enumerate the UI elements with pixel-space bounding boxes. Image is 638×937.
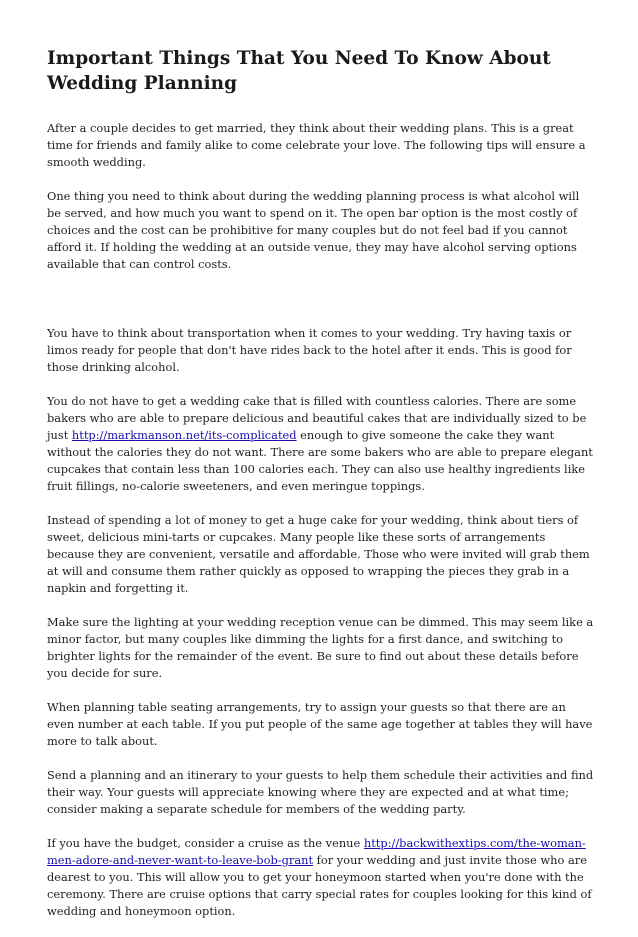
paragraph-seating: When planning table seating arrangements, try to assign your guests so that there are an even number at each table. If you put people of the same age together at tables they will have more to talk about. (47, 700, 593, 748)
paragraph-cruise-text-after: for your wedding and just invite those who are dearest to you. This will allow you to get your honeymoon started when you're done with the ceremony. There are cruise options that carry special rates for couples looking for this kind of wedding and honeymoon option. (47, 853, 592, 918)
paragraph-itinerary: Send a planning and an itinerary to your guests to help them schedule their activities and find their way. Your guests will appreciate knowing where they are expected and at what time; consider making a separate schedule for members of the wedding party. (47, 768, 594, 816)
paragraph-cake-text-before: You do not have to get a wedding cake that is filled with countless calories. There are some bakers who are able to prepare delicious and beautiful cakes that are individually sized to be just (47, 394, 587, 442)
document-page (47, 46, 595, 937)
paragraph-intro: After a couple decides to get married, they think about their wedding plans. This is a great time for friends and family alike to come celebrate your love. The following tips will ensure a smooth wedding. (47, 121, 586, 169)
paragraph-cake (47, 393, 595, 495)
markmanson-link[interactable]: http://markmanson.net/its-complicated (71, 428, 297, 442)
paragraph-lighting: Make sure the lighting at your wedding reception venue can be dimmed. This may seem like a minor factor, but many couples like dimming the lights for a first dance, and switching to brighter lights for the remainder of the event. Be sure to find out about these details before you decide for sure. (47, 615, 594, 680)
paragraph-cake-text-after: enough to give someone the cake they want without the calories they do not want. There are some bakers who are able to prepare elegant cupcakes that contain less than 100 calories each. They can also use healthy ingredients like fruit fillings, no-calorie sweeteners, and even meringue toppings. (47, 428, 593, 493)
paragraph-cruise-text-before: If you have the budget, consider a cruise as the venue (47, 836, 364, 850)
paragraph-transportation: You have to think about transportation when it comes to your wedding. Try having taxis or limos ready for people that don't have rides back to the hotel after it ends. This is good for those drinking alcohol. (47, 326, 572, 374)
paragraph-cruise (47, 835, 595, 920)
paragraph-mini-tarts: Instead of spending a lot of money to get a huge cake for your wedding, think about tiers of sweet, delicious mini-tarts or cupcakes. Many people like these sorts of arrangements because they are convenient, versatile and affordable. Those who were invited will grab them at will and consume them rather quickly as opposed to wrapping the pieces they grab in a napkin and forgetting it. (47, 513, 590, 595)
paragraph-alcohol: One thing you need to think about during the wedding planning process is what alcohol will be served, and how much you want to spend on it. The open bar option is the most costly of choices and the cost can be prohibitive for many couples but do not feel bad if you cannot afford it. If holding the wedding at an outside venue, they may have alcohol serving options available that can control costs. (47, 189, 580, 271)
document-title: Important Things That You Need To Know About Wedding Planning (47, 48, 551, 94)
backwithextips-link[interactable]: http://backwithextips.com/the-woman-men-adore-and-never-want-to-leave-bob-grant (47, 836, 586, 867)
